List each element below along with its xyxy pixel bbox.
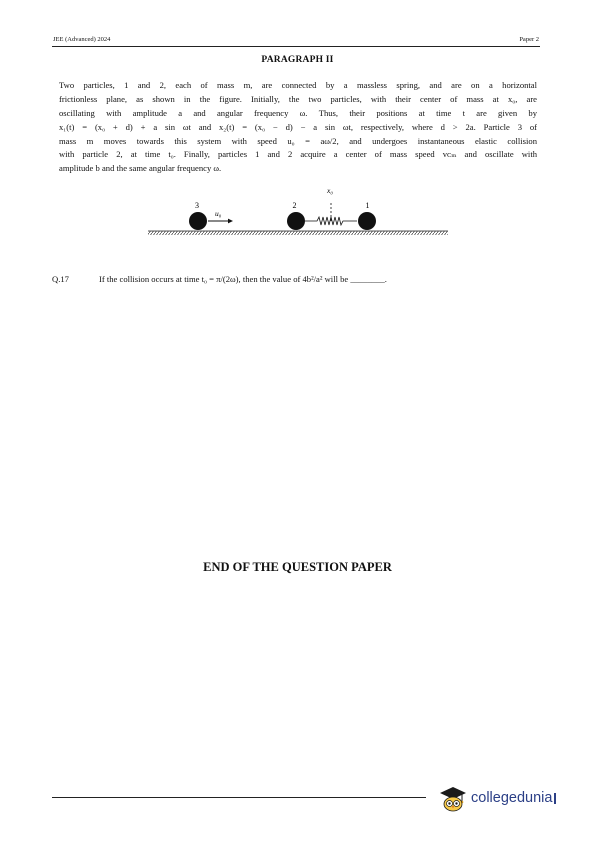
paragraph-text [59,79,537,176]
header-divider [52,46,540,47]
paragraph-line: x₁(t) = (x₀ + d) + a sin ωt and x₂(t) = (x₀ − d) − a sin ωt, respectively, where d > 2a. Particle 3 of [59,121,537,132]
header-paper-number: Paper 2 [519,36,539,43]
paragraph-line: oscillating with amplitude a and angular frequency ω. Thus, their positions at time t are given by [59,107,537,118]
particle-3-label: 3 [195,201,199,210]
question-number: Q.17 [52,274,69,284]
footer-divider [52,797,426,798]
velocity-label: u₀ [215,209,222,218]
collegedunia-logo [438,784,556,812]
paragraph-line: with particle 2, at time t₀. Finally, particles 1 and 2 acquire a center of mass speed vᴄₘ and oscillate with [59,149,537,160]
paragraph-line: frictionless plane, as shown in the figure. Initially, the two particles, with their center of mass at x₀, are [59,93,537,104]
particle-spring-figure [146,185,451,245]
paragraph-line: amplitude b and the same angular frequency ω. [59,163,222,174]
logo-bar-mark [554,793,556,804]
center-of-mass-label: x₀ [327,186,333,195]
particle-1-label: 1 [365,201,370,210]
velocity-arrowhead [228,219,233,224]
graduation-cap-owl-icon [438,784,468,812]
question-text: If the collision occurs at time t₀ = π/(2ω), then the value of 4b²/a² will be ________. [99,274,387,284]
particle-3 [189,212,207,230]
particle-2-label: 2 [292,201,297,210]
logo-wordmark: collegedunia [471,790,553,806]
ground-hatching [148,231,448,235]
paragraph-line: Two particles, 1 and 2, each of mass m, are connected by a massless spring, and are on a horizontal [59,80,537,90]
header-exam-name: JEE (Advanced) 2024 [53,36,111,43]
paragraph-line: mass m moves towards this system with speed u₀ = aω/2, and undergoes instantaneous elastic collision [59,135,537,146]
section-title: PARAGRAPH II [261,55,334,65]
end-of-paper-heading: END OF THE QUESTION PAPER [203,560,392,574]
particle-1 [358,212,376,230]
particle-2 [287,212,305,230]
